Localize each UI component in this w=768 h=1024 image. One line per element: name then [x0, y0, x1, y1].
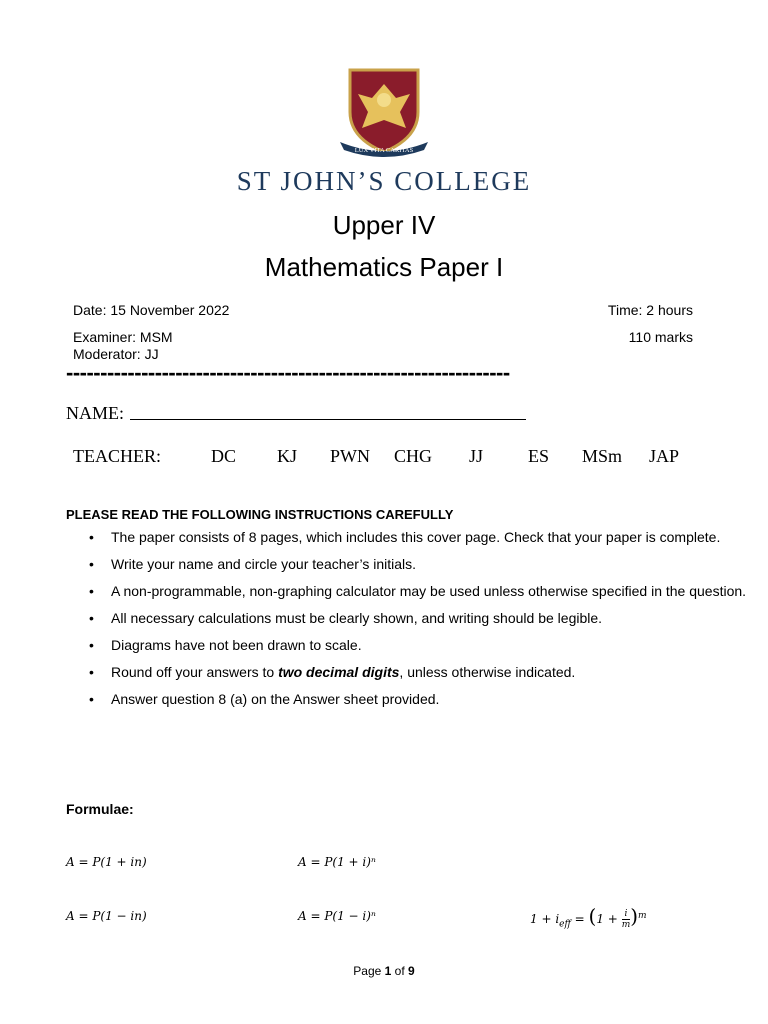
formula-simple-decay: A = P(1 − in) [66, 909, 147, 923]
list-item: • The paper consists of 8 pages, which includes this cover page. Check that your paper is complete. [111, 528, 751, 547]
moderator: Moderator: JJ [73, 346, 159, 362]
list-item: • Diagrams have not been drawn to scale. [111, 636, 751, 655]
teacher-initials-chg[interactable]: CHG [394, 446, 433, 466]
list-item: • A non-programmable, non-graphing calculator may be used unless otherwise specified in the question. [111, 582, 751, 601]
teacher-label: TEACHER: [73, 446, 161, 466]
exam-date: Date: 15 November 2022 [73, 302, 230, 318]
instructions-heading: PLEASE READ THE FOLLOWING INSTRUCTIONS CAREFULLY [66, 507, 454, 522]
dashed-divider: ----------------------------------------------------------------- [66, 360, 510, 385]
emphasis-text: two decimal digits [278, 664, 400, 680]
list-item: • Write your name and circle your teacher’s initials. [111, 555, 751, 574]
teacher-initials-kj[interactable]: KJ [277, 446, 298, 466]
list-item: • Answer question 8 (a) on the Answer sheet provided. [111, 690, 751, 709]
teacher-initials-dc[interactable]: DC [211, 446, 237, 466]
page-number: Page 1 of 9 [353, 964, 415, 978]
crest-motto: LUX VITA CARITAS [354, 147, 414, 154]
formula-effective-rate: $1 + i_{eff} = (1$ + $\frac{i}{m}$ )$^m$ [530, 904, 647, 930]
formulae-heading: Formulae: [66, 801, 134, 817]
list-item: • All necessary calculations must be clearly shown, and writing should be legible. [111, 609, 751, 628]
teacher-initials-es[interactable]: ES [528, 446, 550, 466]
formula-simple-growth: A = P(1 + in) [66, 855, 147, 869]
formula-compound-decay: A = P(1 − i)ⁿ [298, 909, 376, 923]
examiner: Examiner: MSM [73, 329, 173, 345]
name-input-line[interactable] [130, 419, 526, 420]
instructions-list [66, 528, 751, 717]
teacher-initials-msm[interactable]: MSm [582, 446, 623, 466]
teacher-initials-jj[interactable]: JJ [469, 446, 484, 466]
list-item: • Round off your answers to two decimal digits, unless otherwise indicated. [111, 663, 751, 682]
name-label: NAME: [66, 403, 124, 423]
college-crest-logo [336, 68, 432, 160]
total-marks: 110 marks [628, 329, 693, 345]
formula-compound-growth: A = P(1 + i)ⁿ [298, 855, 376, 869]
teacher-initials-pwn[interactable]: PWN [330, 446, 370, 466]
college-name: ST JOHN’S COLLEGE [236, 166, 532, 196]
teacher-initials-jap[interactable]: JAP [649, 446, 680, 466]
exam-time: Time: 2 hours [607, 302, 693, 318]
paper-title: Mathematics Paper I [264, 252, 504, 282]
grade-title: Upper IV [332, 210, 436, 240]
